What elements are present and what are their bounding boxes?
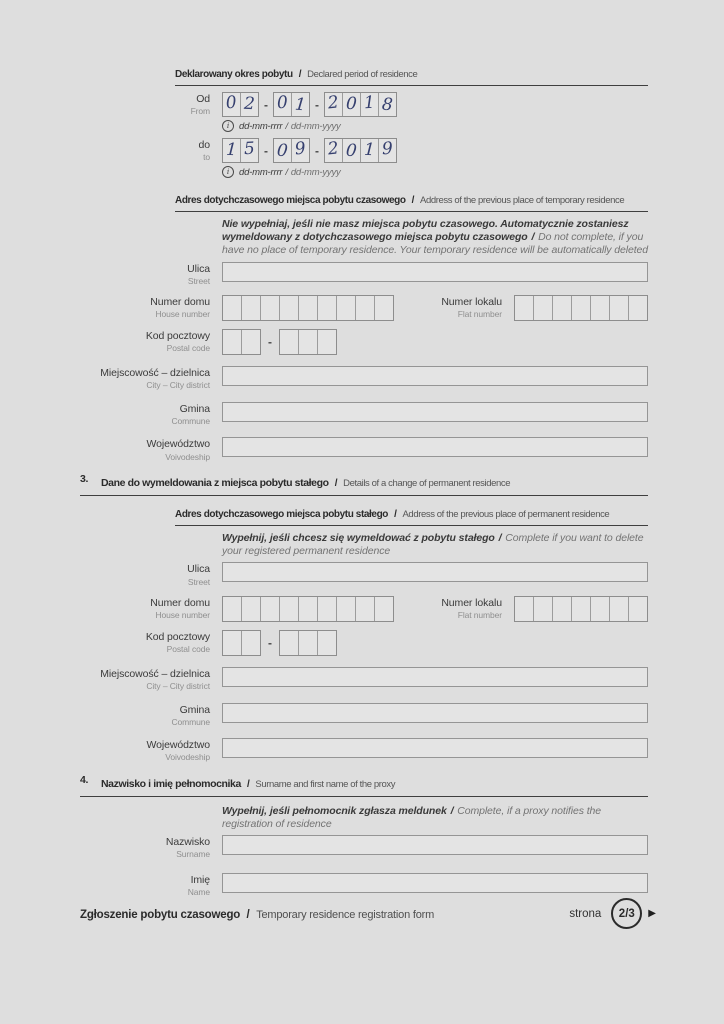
section-number: 3. [80,473,88,486]
char-cell[interactable] [298,631,317,655]
char-cell[interactable] [336,296,355,320]
field-row-house-flat [80,596,648,622]
header-text-pl: Deklarowany okres pobytu [175,69,293,80]
char-cell[interactable] [291,93,309,116]
char-cell[interactable] [378,93,396,116]
char-cell[interactable] [374,296,393,320]
house-number-label: Numer domu House number [150,296,210,320]
field-row-proxy-name [80,873,648,899]
char-cell[interactable] [241,597,260,621]
char-cell[interactable] [355,597,374,621]
handwritten-digit: 2 [243,93,256,115]
temp-city-input[interactable] [222,366,648,386]
char-cell[interactable] [571,597,590,621]
handwritten-digit: 0 [345,140,358,162]
handwritten-digit: 1 [225,139,238,161]
perm-city-input[interactable] [222,667,648,687]
char-cell[interactable] [552,597,571,621]
char-cell[interactable] [223,597,241,621]
char-cell[interactable] [280,631,298,655]
perm-postal-prefix-boxes[interactable] [222,630,261,656]
char-cell[interactable] [317,597,336,621]
char-cell[interactable] [325,93,342,116]
next-page-icon: ▶ [648,908,656,919]
section-header-perm-address: Adres dotychczasowego miejsca pobytu stałego / Address of the previous place of permanent residence [175,504,648,526]
commune-label: Gmina Commune [171,703,210,727]
postal-dash: - [268,335,272,350]
char-cell[interactable] [325,139,342,162]
footer-separator: / [246,908,250,921]
char-cell[interactable] [240,139,258,162]
section-4-header: 4. Nazwisko i imię pełnomocnika / Surname and first name of the proxy [80,774,648,797]
from-month-boxes[interactable] [273,92,310,117]
note-separator: / [531,231,535,244]
flat-number-label: Numer lokalu Flat number [441,296,502,320]
field-row-city [80,667,648,693]
field-row-house-flat [80,295,648,321]
field-row-proxy-surname [80,835,648,861]
char-cell[interactable] [360,139,378,162]
char-cell[interactable] [260,296,279,320]
char-cell[interactable] [317,296,336,320]
handwritten-digit: 1 [294,94,307,116]
commune-label: Gmina Commune [171,402,210,426]
field-row-commune [80,703,648,729]
from-date-field [222,92,397,132]
header-separator: / [394,509,397,521]
char-cell[interactable] [609,597,628,621]
to-date-field [222,138,397,178]
page-footer [80,898,656,929]
perm-address-note: Wypełnij, jeśli chcesz się wymeldować z pobytu stałego / Complete if you want to delete your registered permanent residence [222,532,644,558]
name-label: Imię Name [187,873,210,897]
perm-flat-number-boxes[interactable] [514,596,648,622]
form-page [80,64,648,906]
perm-street-input[interactable] [222,562,648,582]
house-number-label: Numer domu House number [150,597,210,621]
form-title: Zgłoszenie pobytu czasowego / Temporary residence registration form [80,908,435,921]
char-cell[interactable] [298,597,317,621]
char-cell[interactable] [571,296,590,320]
char-cell[interactable] [378,139,396,162]
perm-postal-suffix-boxes[interactable] [279,630,337,656]
header-separator: / [246,778,250,790]
char-cell[interactable] [628,296,647,320]
field-row-street [80,262,648,288]
info-icon: i [222,120,234,132]
field-row-city [80,366,648,392]
from-year-boxes[interactable] [324,92,397,117]
city-label: Miejscowość – dzielnica City – City district [100,668,210,692]
handwritten-digit: 2 [326,138,340,160]
postal-dash: - [268,636,272,651]
char-cell[interactable] [241,631,260,655]
field-row-postal [80,329,648,355]
perm-commune-input[interactable] [222,703,648,723]
proxy-name-input[interactable] [222,873,648,893]
postal-code-label: Kod pocztowy Postal code [145,631,210,655]
info-icon: i [222,166,234,178]
to-day-boxes[interactable] [222,138,259,163]
field-row-commune [80,402,648,428]
char-cell[interactable] [374,597,393,621]
temp-voivodeship-input[interactable] [222,437,648,457]
date-row-to [80,138,648,178]
char-cell[interactable] [515,296,533,320]
temp-postal-prefix-boxes[interactable] [222,329,261,355]
date-dash: - [315,143,319,158]
handwritten-digit: 1 [363,92,376,114]
char-cell[interactable] [279,296,298,320]
header-separator: / [411,195,414,206]
to-year-boxes[interactable] [324,138,397,163]
temp-address-note: Nie wypełniaj, jeśli nie masz miejsca pobytu czasowego. Automatycznie zostaniesz wymeldowany z dotychczasowego miejsca pobytu czasowego / Do not complete, if you have no place of temporary residence. Your temporary residence will be automatically deleted [222,218,649,257]
page-indicator [569,898,656,929]
handwritten-digit: 8 [381,94,394,116]
street-label: Ulica Street [187,262,210,286]
page-label: strona [569,907,602,920]
handwritten-digit: 0 [345,93,358,115]
char-cell[interactable] [515,597,533,621]
char-cell[interactable] [223,296,241,320]
temp-house-number-boxes[interactable] [222,295,394,321]
handwritten-digit: 0 [276,92,289,114]
date-dash: - [264,97,268,112]
char-cell[interactable] [223,330,241,354]
date-format-hint: i dd-mm-rrrr / dd-mm-yyyy [222,120,397,132]
field-row-postal [80,630,648,656]
from-day-boxes[interactable] [222,92,259,117]
char-cell[interactable] [260,597,279,621]
char-cell[interactable] [274,93,291,116]
char-cell[interactable] [291,139,309,162]
flat-number-label: Numer lokalu Flat number [441,597,502,621]
char-cell[interactable] [298,330,317,354]
char-cell[interactable] [533,597,552,621]
section-header-declared-period [175,64,648,86]
header-separator: / [298,69,302,80]
handwritten-digit: 2 [326,92,340,114]
char-cell[interactable] [223,93,240,116]
char-cell[interactable] [355,296,374,320]
char-cell[interactable] [223,139,240,162]
page-number-badge: 2/3 [611,898,642,929]
date-format-hint: i dd-mm-rrrr / dd-mm-yyyy [222,166,397,178]
note-separator: / [450,804,454,817]
handwritten-digit: 9 [381,138,394,160]
section-3-header: 3. Dane do wymeldowania z miejsca pobytu stałego / Details of a change of permanent residence [80,473,648,496]
header-text-en: Declared period of residence [307,69,418,80]
char-cell[interactable] [342,139,360,162]
char-cell[interactable] [609,296,628,320]
temp-flat-number-boxes[interactable] [514,295,648,321]
handwritten-digit: 0 [224,92,238,114]
char-cell[interactable] [533,296,552,320]
char-cell[interactable] [298,296,317,320]
field-row-voivodeship [80,437,648,463]
handwritten-digit: 0 [276,140,289,162]
char-cell[interactable] [342,93,360,116]
temp-commune-input[interactable] [222,402,648,422]
char-cell[interactable] [279,597,298,621]
city-label: Miejscowość – dzielnica City – City district [100,367,210,391]
char-cell[interactable] [317,330,336,354]
voivodeship-label: Województwo Voivodeship [146,739,210,763]
char-cell[interactable] [590,597,609,621]
perm-house-number-boxes[interactable] [222,596,394,622]
char-cell[interactable] [360,93,378,116]
to-month-boxes[interactable] [273,138,310,163]
perm-voivodeship-input[interactable] [222,738,648,758]
char-cell[interactable] [317,631,336,655]
note-separator: / [498,532,502,545]
char-cell[interactable] [241,330,260,354]
char-cell[interactable] [628,597,647,621]
voivodeship-label: Województwo Voivodeship [146,438,210,462]
char-cell[interactable] [552,296,571,320]
to-label: do to [198,139,210,163]
from-label: Od From [190,93,210,117]
char-cell[interactable] [274,139,291,162]
handwritten-digit: 1 [363,139,376,161]
char-cell[interactable] [240,93,258,116]
section-header-temp-address: Adres dotychczasowego miejsca pobytu czasowego / Address of the previous place of temporary residence [175,190,648,212]
field-row-voivodeship [80,738,648,764]
proxy-surname-input[interactable] [222,835,648,855]
temp-postal-suffix-boxes[interactable] [279,329,337,355]
postal-code-label: Kod pocztowy Postal code [145,330,210,354]
header-separator: / [334,478,338,490]
temp-street-input[interactable] [222,262,648,282]
char-cell[interactable] [590,296,609,320]
char-cell[interactable] [280,330,298,354]
proxy-note: Wypełnij, jeśli pełnomocnik zgłasza meldunek / Complete, if a proxy notifies the registration of residence [222,804,601,831]
char-cell[interactable] [336,597,355,621]
handwritten-digit: 9 [293,138,307,160]
field-row-street [80,562,648,588]
char-cell[interactable] [241,296,260,320]
date-dash: - [315,97,319,112]
char-cell[interactable] [223,631,241,655]
handwritten-digit: 5 [243,138,256,160]
section-number: 4. [80,773,88,786]
street-label: Ulica Street [187,563,210,587]
date-row-from [80,92,648,132]
date-dash: - [264,143,268,158]
surname-label: Nazwisko Surname [165,836,210,860]
